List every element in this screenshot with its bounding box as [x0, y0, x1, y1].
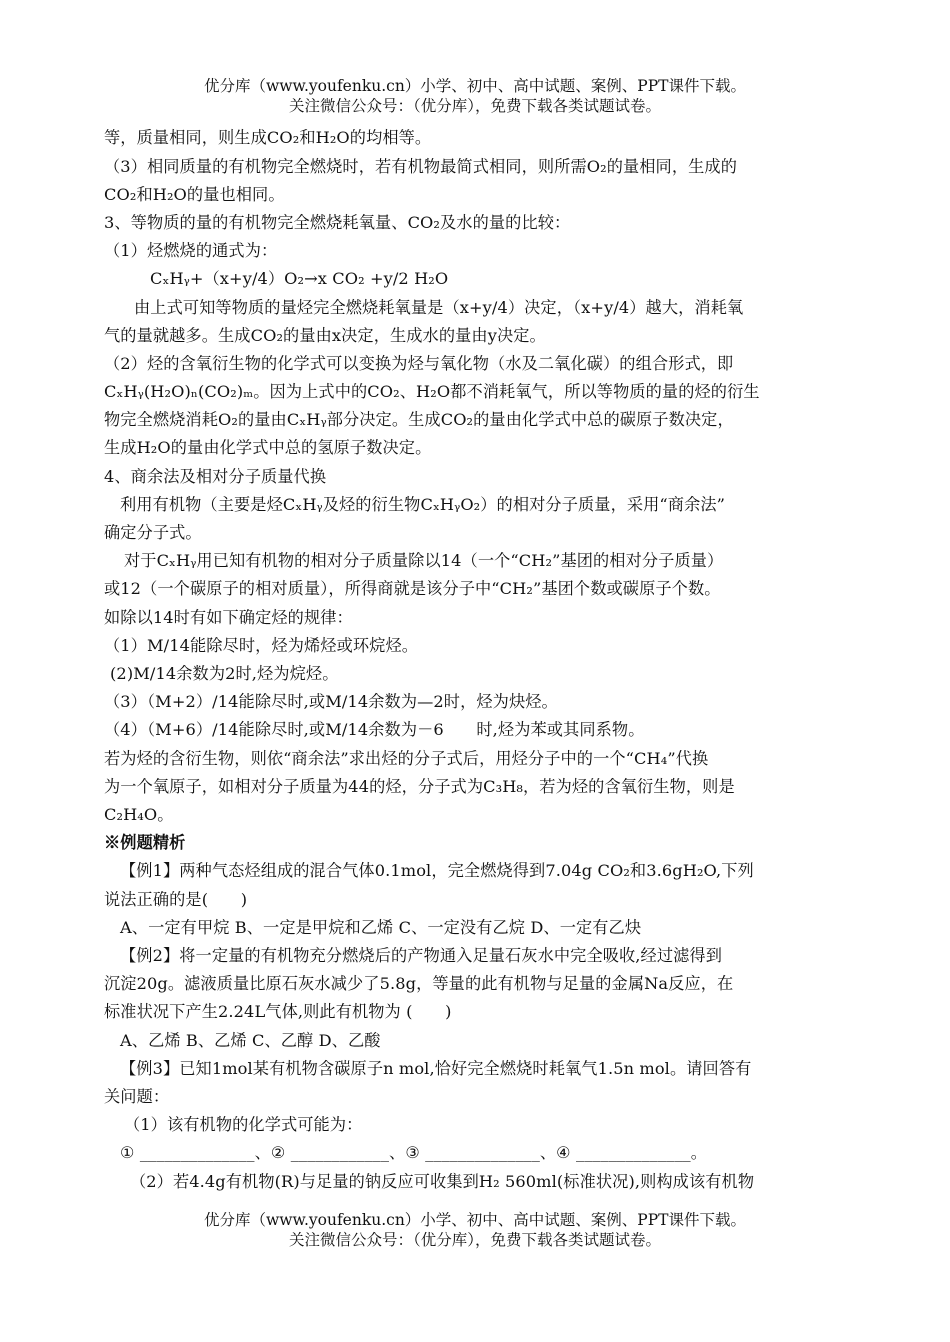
body-line: 利用有机物（主要是烃CₓHᵧ及烃的衍生物CₓHᵧO₂）的相对分子质量，采用“商余法”: [120, 495, 726, 514]
example-3-line: 关问题：: [104, 1087, 170, 1106]
header-line-1: 优分库（www.youfenku.cn）小学、初中、高中试题、案例、PPT课件下载。: [203, 77, 747, 95]
example-3-question-1: （1）该有机物的化学式可能为：: [124, 1115, 363, 1134]
example-3-line: 【例3】已知1mol某有机物含碳原子n mol,恰好完全燃烧时耗氧气1.5n mol。请回答有: [120, 1059, 752, 1078]
body-line: CO₂和H₂O的量也相同。: [104, 185, 285, 204]
section-heading: 3、等物质的量的有机物完全燃烧耗氧量、CO₂及水的量的比较：: [104, 213, 571, 232]
footer-line-2: 关注微信公众号：（优分库），免费下载各类试题试卷。: [288, 1231, 661, 1249]
rule-item: （1）M/14能除尽时，烃为烯烃或环烷烃。: [104, 636, 419, 655]
example-2-options: A、乙烯 B、乙烯 C、乙醇 D、乙酸: [120, 1031, 381, 1050]
body-line: （1）烃燃烧的通式为：: [104, 241, 278, 260]
section-heading: 4、商余法及相对分子质量代换: [104, 467, 327, 486]
example-2-line: 沉淀20g。滤液质量比原石灰水减少了5.8g，等量的此有机物与足量的金属Na反应，在: [104, 974, 734, 993]
body-line: CₓHᵧ(H₂O)ₙ(CO₂)ₘ。因为上式中的CO₂、H₂O都不消耗氧气，所以等物质的量的烃的衍生: [104, 382, 760, 401]
body-line: 或12（一个碳原子的相对质量），所得商就是该分子中“CH₂”基团个数或碳原子个数。: [104, 579, 721, 598]
body-line: 为一个氧原子，如相对分子质量为44的烃，分子式为C₃H₈，若为烃的含氧衍生物，则是: [104, 777, 735, 796]
body-line: 物完全燃烧消耗O₂的量由CₓHᵧ部分决定。生成CO₂的量由化学式中总的碳原子数决定，: [104, 410, 734, 429]
body-line: 对于CₓHᵧ用已知有机物的相对分子质量除以14（一个“CH₂”基团的相对分子质量）: [124, 551, 724, 570]
rule-item: （3）（M+2）/14能除尽时,或M/14余数为—2时，烃为炔烃。: [104, 692, 558, 711]
body-line: 等，质量相同，则生成CO₂和H₂O的均相等。: [104, 128, 432, 147]
body-line: （3）相同质量的有机物完全燃烧时，若有机物最简式相同，则所需O₂的量相同，生成的: [104, 157, 737, 176]
example-1-line: 说法正确的是( ): [104, 890, 248, 909]
rule-item: (2)M/14余数为2时,烃为烷烃。: [110, 664, 339, 683]
body-line: 气的量就越多。生成CO₂的量由x决定，生成水的量由y决定。: [104, 326, 546, 345]
example-1-options: A、一定有甲烷 B、一定是甲烷和乙烯 C、一定没有乙烷 D、一定有乙炔: [120, 918, 642, 937]
body-line: 如除以14时有如下确定烃的规律：: [104, 608, 353, 627]
example-3-question-2: （2）若4.4g有机物(R)与足量的钠反应可收集到H₂ 560ml(标准状况),则构成该有机物: [130, 1172, 755, 1191]
answer-blanks: ① ______________、② ____________、③ ______________、④ ______________。: [120, 1143, 708, 1162]
body-line: 生成H₂O的量由化学式中总的氢原子数决定。: [104, 438, 432, 457]
body-line: 若为烃的含衍生物，则依“商余法”求出烃的分子式后，用烃分子中的一个“CH₄”代换: [104, 749, 709, 768]
rule-item: （4）（M+6）/14能除尽时,或M/14余数为－6 时,烃为苯或其同系物。: [104, 720, 645, 739]
body-line: C₂H₄O。: [104, 805, 174, 824]
body-line: 确定分子式。: [104, 523, 202, 542]
example-2-line: 【例2】将一定量的有机物充分燃烧后的产物通入足量石灰水中完全吸收,经过滤得到: [120, 946, 722, 965]
combustion-formula: CₓHᵧ+（x+y/4）O₂→x CO₂ +y/2 H₂O: [150, 269, 449, 288]
section-heading-examples: ※例题精析: [104, 833, 186, 852]
footer-line-1: 优分库（www.youfenku.cn）小学、初中、高中试题、案例、PPT课件下载。: [203, 1211, 747, 1229]
header-line-2: 关注微信公众号：（优分库），免费下载各类试题试卷。: [288, 97, 661, 115]
example-1-line: 【例1】两种气态烃组成的混合气体0.1mol，完全燃烧得到7.04g CO₂和3.6gH₂O,下列: [120, 861, 754, 880]
body-line: （2）烃的含氧衍生物的化学式可以变换为烃与氧化物（水及二氧化碳）的组合形式，即: [104, 354, 734, 373]
example-2-line: 标准状况下产生2.24L气体,则此有机物为 ( ): [104, 1002, 452, 1021]
body-line: 由上式可知等物质的量烃完全燃烧耗氧量是（x+y/4）决定，（x+y/4）越大，消耗氧: [134, 298, 744, 317]
